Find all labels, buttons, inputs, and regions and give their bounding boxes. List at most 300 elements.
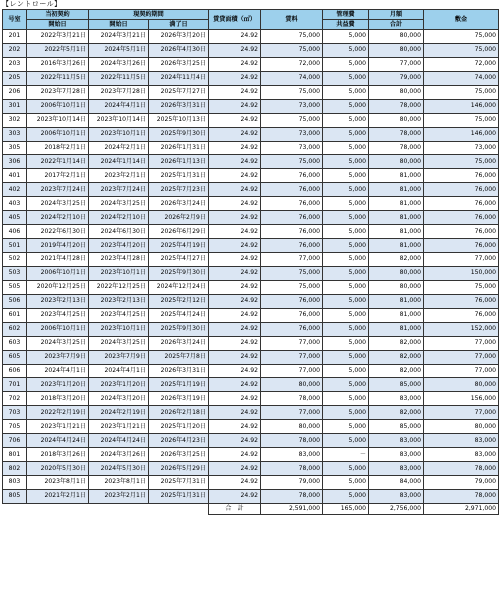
header-initial-start: 開始日 bbox=[27, 20, 89, 30]
cell-period-end: 2026年3月24日 bbox=[149, 336, 209, 350]
cell-monthly-total: 82,000 bbox=[369, 336, 424, 350]
cell-initial-start: 2006年10月1日 bbox=[27, 127, 89, 141]
cell-room: 301 bbox=[3, 99, 27, 113]
cell-room: 201 bbox=[3, 30, 27, 44]
cell-fee: 5,000 bbox=[323, 57, 369, 71]
table-header bbox=[3, 10, 499, 30]
totals-rent: 2,591,000 bbox=[261, 503, 323, 514]
cell-rent: 75,000 bbox=[261, 43, 323, 57]
cell-fee: 5,000 bbox=[323, 113, 369, 127]
cell-rent: 75,000 bbox=[261, 85, 323, 99]
cell-deposit: 75,000 bbox=[424, 43, 499, 57]
cell-deposit: 76,000 bbox=[424, 183, 499, 197]
cell-period-start: 2023年7月24日 bbox=[89, 183, 149, 197]
header-common-fee: 共益費 bbox=[323, 20, 369, 30]
header-area: 賃貸面積（㎡） bbox=[209, 10, 261, 30]
cell-room: 603 bbox=[3, 336, 27, 350]
cell-monthly-total: 78,000 bbox=[369, 127, 424, 141]
cell-rent: 75,000 bbox=[261, 30, 323, 44]
cell-deposit: 83,000 bbox=[424, 448, 499, 462]
cell-initial-start: 2023年2月13日 bbox=[27, 294, 89, 308]
cell-period-start: 2024年5月1日 bbox=[89, 43, 149, 57]
cell-deposit: 76,000 bbox=[424, 308, 499, 322]
cell-fee: － bbox=[323, 448, 369, 462]
cell-initial-start: 2024年4月24日 bbox=[27, 434, 89, 448]
cell-area: 24.92 bbox=[209, 462, 261, 476]
cell-period-start: 2024年6月30日 bbox=[89, 225, 149, 239]
cell-period-start: 2024年2月1日 bbox=[89, 141, 149, 155]
cell-initial-start: 2022年1月14日 bbox=[27, 155, 89, 169]
cell-initial-start: 2017年2月1日 bbox=[27, 169, 89, 183]
cell-deposit: 146,000 bbox=[424, 127, 499, 141]
cell-period-start: 2023年1月20日 bbox=[89, 378, 149, 392]
cell-room: 403 bbox=[3, 197, 27, 211]
cell-rent: 76,000 bbox=[261, 294, 323, 308]
totals-deposit: 2,971,000 bbox=[424, 503, 499, 514]
cell-deposit: 152,000 bbox=[424, 322, 499, 336]
cell-monthly-total: 80,000 bbox=[369, 155, 424, 169]
cell-monthly-total: 82,000 bbox=[369, 350, 424, 364]
cell-monthly-total: 81,000 bbox=[369, 197, 424, 211]
cell-initial-start: 2006年10月1日 bbox=[27, 99, 89, 113]
cell-room: 706 bbox=[3, 434, 27, 448]
cell-area: 24.92 bbox=[209, 85, 261, 99]
cell-fee: 5,000 bbox=[323, 266, 369, 280]
cell-monthly-total: 83,000 bbox=[369, 434, 424, 448]
cell-monthly-total: 82,000 bbox=[369, 253, 424, 267]
cell-fee: 5,000 bbox=[323, 476, 369, 490]
cell-area: 24.92 bbox=[209, 266, 261, 280]
table-row bbox=[3, 308, 499, 322]
cell-deposit: 80,000 bbox=[424, 420, 499, 434]
cell-initial-start: 2023年1月21日 bbox=[27, 420, 89, 434]
cell-initial-start: 2022年2月19日 bbox=[27, 406, 89, 420]
cell-rent: 77,000 bbox=[261, 336, 323, 350]
cell-fee: 5,000 bbox=[323, 30, 369, 44]
cell-period-start: 2023年7月28日 bbox=[89, 85, 149, 99]
cell-period-end: 2025年10月13日 bbox=[149, 113, 209, 127]
cell-area: 24.92 bbox=[209, 30, 261, 44]
cell-fee: 5,000 bbox=[323, 197, 369, 211]
table-footer bbox=[3, 503, 499, 514]
cell-rent: 77,000 bbox=[261, 253, 323, 267]
cell-deposit: 78,000 bbox=[424, 489, 499, 503]
cell-initial-start: 2021年2月1日 bbox=[27, 489, 89, 503]
cell-deposit: 72,000 bbox=[424, 57, 499, 71]
cell-period-start: 2023年2月1日 bbox=[89, 169, 149, 183]
cell-monthly-total: 81,000 bbox=[369, 239, 424, 253]
cell-area: 24.92 bbox=[209, 392, 261, 406]
table-row bbox=[3, 420, 499, 434]
cell-room: 803 bbox=[3, 476, 27, 490]
cell-period-start: 2023年10月1日 bbox=[89, 322, 149, 336]
cell-fee: 5,000 bbox=[323, 99, 369, 113]
cell-initial-start: 2021年4月28日 bbox=[27, 253, 89, 267]
cell-area: 24.92 bbox=[209, 280, 261, 294]
cell-period-end: 2026年2月9日 bbox=[149, 211, 209, 225]
cell-room: 401 bbox=[3, 169, 27, 183]
cell-room: 501 bbox=[3, 239, 27, 253]
cell-rent: 72,000 bbox=[261, 57, 323, 71]
cell-area: 24.92 bbox=[209, 43, 261, 57]
table-row bbox=[3, 462, 499, 476]
cell-period-start: 2024年5月30日 bbox=[89, 462, 149, 476]
cell-period-end: 2025年7月31日 bbox=[149, 476, 209, 490]
cell-period-start: 2024年4月1日 bbox=[89, 99, 149, 113]
table-row bbox=[3, 266, 499, 280]
cell-room: 503 bbox=[3, 266, 27, 280]
cell-period-end: 2025年1月20日 bbox=[149, 420, 209, 434]
table-row bbox=[3, 127, 499, 141]
table-row bbox=[3, 57, 499, 71]
cell-period-start: 2023年10月1日 bbox=[89, 127, 149, 141]
cell-room: 506 bbox=[3, 294, 27, 308]
cell-area: 24.92 bbox=[209, 239, 261, 253]
cell-room: 702 bbox=[3, 392, 27, 406]
cell-initial-start: 2022年5月1日 bbox=[27, 43, 89, 57]
cell-period-end: 2024年11月4日 bbox=[149, 71, 209, 85]
totals-monthly: 2,756,000 bbox=[369, 503, 424, 514]
cell-period-start: 2023年2月13日 bbox=[89, 294, 149, 308]
cell-period-end: 2026年4月23日 bbox=[149, 434, 209, 448]
cell-area: 24.92 bbox=[209, 350, 261, 364]
cell-rent: 78,000 bbox=[261, 392, 323, 406]
table-row bbox=[3, 378, 499, 392]
cell-area: 24.92 bbox=[209, 448, 261, 462]
cell-room: 305 bbox=[3, 141, 27, 155]
cell-deposit: 75,000 bbox=[424, 155, 499, 169]
table-row bbox=[3, 225, 499, 239]
cell-fee: 5,000 bbox=[323, 462, 369, 476]
cell-initial-start: 2022年6月30日 bbox=[27, 225, 89, 239]
cell-deposit: 75,000 bbox=[424, 280, 499, 294]
table-row bbox=[3, 434, 499, 448]
cell-period-end: 2025年9月30日 bbox=[149, 266, 209, 280]
cell-monthly-total: 80,000 bbox=[369, 85, 424, 99]
cell-monthly-total: 77,000 bbox=[369, 57, 424, 71]
cell-deposit: 156,000 bbox=[424, 392, 499, 406]
cell-period-end: 2025年4月27日 bbox=[149, 253, 209, 267]
cell-fee: 5,000 bbox=[323, 336, 369, 350]
cell-deposit: 76,000 bbox=[424, 239, 499, 253]
cell-rent: 77,000 bbox=[261, 350, 323, 364]
cell-fee: 5,000 bbox=[323, 322, 369, 336]
cell-fee: 5,000 bbox=[323, 155, 369, 169]
cell-rent: 78,000 bbox=[261, 434, 323, 448]
cell-rent: 76,000 bbox=[261, 322, 323, 336]
header-monthly: 月額 bbox=[369, 10, 424, 20]
cell-area: 24.92 bbox=[209, 253, 261, 267]
cell-initial-start: 2018年3月20日 bbox=[27, 392, 89, 406]
cell-room: 805 bbox=[3, 489, 27, 503]
cell-monthly-total: 80,000 bbox=[369, 43, 424, 57]
cell-initial-start: 2024年2月10日 bbox=[27, 211, 89, 225]
table-row bbox=[3, 392, 499, 406]
table-row bbox=[3, 476, 499, 490]
cell-deposit: 76,000 bbox=[424, 225, 499, 239]
cell-fee: 5,000 bbox=[323, 239, 369, 253]
cell-initial-start: 2018年2月1日 bbox=[27, 141, 89, 155]
cell-deposit: 77,000 bbox=[424, 350, 499, 364]
cell-area: 24.92 bbox=[209, 113, 261, 127]
table-row bbox=[3, 155, 499, 169]
cell-monthly-total: 85,000 bbox=[369, 420, 424, 434]
cell-period-end: 2026年4月30日 bbox=[149, 43, 209, 57]
totals-row bbox=[3, 503, 499, 514]
cell-fee: 5,000 bbox=[323, 141, 369, 155]
cell-period-start: 2024年3月21日 bbox=[89, 30, 149, 44]
cell-room: 205 bbox=[3, 71, 27, 85]
cell-area: 24.92 bbox=[209, 420, 261, 434]
cell-monthly-total: 80,000 bbox=[369, 280, 424, 294]
cell-rent: 77,000 bbox=[261, 406, 323, 420]
totals-fee: 165,000 bbox=[323, 503, 369, 514]
cell-fee: 5,000 bbox=[323, 127, 369, 141]
cell-period-start: 2023年7月9日 bbox=[89, 350, 149, 364]
cell-initial-start: 2024年3月25日 bbox=[27, 336, 89, 350]
table-row bbox=[3, 30, 499, 44]
cell-deposit: 150,000 bbox=[424, 266, 499, 280]
cell-rent: 75,000 bbox=[261, 113, 323, 127]
cell-room: 606 bbox=[3, 364, 27, 378]
cell-area: 24.92 bbox=[209, 294, 261, 308]
cell-room: 206 bbox=[3, 85, 27, 99]
cell-fee: 5,000 bbox=[323, 420, 369, 434]
table-row bbox=[3, 280, 499, 294]
table-row bbox=[3, 489, 499, 503]
cell-area: 24.92 bbox=[209, 183, 261, 197]
cell-period-end: 2026年3月25日 bbox=[149, 57, 209, 71]
totals-blank bbox=[3, 503, 209, 514]
cell-area: 24.92 bbox=[209, 141, 261, 155]
table-row bbox=[3, 253, 499, 267]
cell-monthly-total: 81,000 bbox=[369, 294, 424, 308]
cell-period-start: 2024年3月20日 bbox=[89, 392, 149, 406]
cell-rent: 73,000 bbox=[261, 141, 323, 155]
cell-period-end: 2026年3月19日 bbox=[149, 392, 209, 406]
header-rent: 賃料 bbox=[261, 10, 323, 30]
cell-period-end: 2025年1月19日 bbox=[149, 378, 209, 392]
cell-period-end: 2026年3月20日 bbox=[149, 30, 209, 44]
cell-monthly-total: 85,000 bbox=[369, 378, 424, 392]
cell-initial-start: 2024年4月1日 bbox=[27, 364, 89, 378]
cell-deposit: 75,000 bbox=[424, 85, 499, 99]
cell-room: 303 bbox=[3, 127, 27, 141]
cell-period-start: 2022年12月25日 bbox=[89, 280, 149, 294]
table-row bbox=[3, 364, 499, 378]
cell-area: 24.92 bbox=[209, 364, 261, 378]
cell-period-start: 2024年3月25日 bbox=[89, 197, 149, 211]
cell-period-start: 2024年3月25日 bbox=[89, 336, 149, 350]
cell-fee: 5,000 bbox=[323, 406, 369, 420]
cell-period-end: 2025年1月31日 bbox=[149, 169, 209, 183]
cell-period-end: 2025年4月24日 bbox=[149, 308, 209, 322]
cell-room: 402 bbox=[3, 183, 27, 197]
cell-period-end: 2026年1月13日 bbox=[149, 155, 209, 169]
cell-deposit: 83,000 bbox=[424, 434, 499, 448]
cell-room: 602 bbox=[3, 322, 27, 336]
cell-room: 505 bbox=[3, 280, 27, 294]
cell-room: 502 bbox=[3, 253, 27, 267]
table-row bbox=[3, 336, 499, 350]
cell-deposit: 76,000 bbox=[424, 197, 499, 211]
cell-period-start: 2023年10月1日 bbox=[89, 266, 149, 280]
cell-area: 24.92 bbox=[209, 406, 261, 420]
cell-initial-start: 2020年5月30日 bbox=[27, 462, 89, 476]
header-room: 号室 bbox=[3, 10, 27, 30]
totals-label: 合 計 bbox=[209, 503, 261, 514]
cell-fee: 5,000 bbox=[323, 434, 369, 448]
cell-period-start: 2023年4月25日 bbox=[89, 308, 149, 322]
table-row bbox=[3, 406, 499, 420]
cell-period-start: 2024年1月14日 bbox=[89, 155, 149, 169]
cell-rent: 75,000 bbox=[261, 280, 323, 294]
cell-deposit: 80,000 bbox=[424, 378, 499, 392]
cell-rent: 80,000 bbox=[261, 420, 323, 434]
cell-fee: 5,000 bbox=[323, 85, 369, 99]
table-row bbox=[3, 211, 499, 225]
cell-room: 202 bbox=[3, 43, 27, 57]
cell-period-end: 2025年1月31日 bbox=[149, 489, 209, 503]
cell-monthly-total: 82,000 bbox=[369, 364, 424, 378]
cell-room: 406 bbox=[3, 225, 27, 239]
cell-deposit: 77,000 bbox=[424, 406, 499, 420]
header-initial-contract: 当初契約 bbox=[27, 10, 89, 20]
cell-fee: 5,000 bbox=[323, 364, 369, 378]
cell-monthly-total: 82,000 bbox=[369, 406, 424, 420]
cell-rent: 77,000 bbox=[261, 364, 323, 378]
cell-room: 802 bbox=[3, 462, 27, 476]
cell-period-end: 2025年4月19日 bbox=[149, 239, 209, 253]
cell-initial-start: 2023年7月28日 bbox=[27, 85, 89, 99]
cell-period-start: 2023年1月21日 bbox=[89, 420, 149, 434]
cell-period-end: 2026年3月24日 bbox=[149, 197, 209, 211]
table-row bbox=[3, 43, 499, 57]
cell-rent: 76,000 bbox=[261, 183, 323, 197]
table-row bbox=[3, 113, 499, 127]
cell-area: 24.92 bbox=[209, 71, 261, 85]
header-management-fee: 管理費 bbox=[323, 10, 369, 20]
cell-monthly-total: 80,000 bbox=[369, 113, 424, 127]
cell-period-start: 2023年2月1日 bbox=[89, 489, 149, 503]
cell-rent: 78,000 bbox=[261, 489, 323, 503]
header-current-period: 現契約期間 bbox=[89, 10, 209, 20]
cell-period-start: 2024年2月19日 bbox=[89, 406, 149, 420]
cell-initial-start: 2024年3月25日 bbox=[27, 197, 89, 211]
cell-area: 24.92 bbox=[209, 336, 261, 350]
cell-rent: 76,000 bbox=[261, 239, 323, 253]
cell-monthly-total: 78,000 bbox=[369, 141, 424, 155]
cell-rent: 83,000 bbox=[261, 448, 323, 462]
cell-fee: 5,000 bbox=[323, 43, 369, 57]
cell-initial-start: 2022年3月21日 bbox=[27, 30, 89, 44]
cell-initial-start: 2022年11月5日 bbox=[27, 71, 89, 85]
header-monthly-total: 合計 bbox=[369, 20, 424, 30]
cell-monthly-total: 81,000 bbox=[369, 169, 424, 183]
table-row bbox=[3, 183, 499, 197]
cell-area: 24.92 bbox=[209, 476, 261, 490]
cell-area: 24.92 bbox=[209, 211, 261, 225]
cell-deposit: 73,000 bbox=[424, 141, 499, 155]
table-row bbox=[3, 169, 499, 183]
cell-room: 703 bbox=[3, 406, 27, 420]
cell-fee: 5,000 bbox=[323, 378, 369, 392]
rent-roll-table bbox=[2, 9, 499, 515]
cell-period-start: 2022年11月5日 bbox=[89, 71, 149, 85]
cell-initial-start: 2023年1月20日 bbox=[27, 378, 89, 392]
cell-period-start: 2023年4月20日 bbox=[89, 239, 149, 253]
cell-area: 24.92 bbox=[209, 197, 261, 211]
cell-room: 705 bbox=[3, 420, 27, 434]
cell-monthly-total: 81,000 bbox=[369, 225, 424, 239]
cell-period-start: 2024年2月10日 bbox=[89, 211, 149, 225]
cell-fee: 5,000 bbox=[323, 225, 369, 239]
cell-initial-start: 2020年12月25日 bbox=[27, 280, 89, 294]
cell-rent: 76,000 bbox=[261, 308, 323, 322]
cell-deposit: 79,000 bbox=[424, 476, 499, 490]
cell-rent: 80,000 bbox=[261, 378, 323, 392]
cell-deposit: 146,000 bbox=[424, 99, 499, 113]
cell-period-end: 2024年12月24日 bbox=[149, 280, 209, 294]
cell-period-end: 2025年7月23日 bbox=[149, 183, 209, 197]
cell-deposit: 76,000 bbox=[424, 294, 499, 308]
cell-area: 24.92 bbox=[209, 434, 261, 448]
cell-period-end: 2025年9月30日 bbox=[149, 127, 209, 141]
cell-rent: 76,000 bbox=[261, 211, 323, 225]
cell-fee: 5,000 bbox=[323, 392, 369, 406]
cell-monthly-total: 83,000 bbox=[369, 392, 424, 406]
cell-deposit: 74,000 bbox=[424, 71, 499, 85]
cell-deposit: 76,000 bbox=[424, 169, 499, 183]
cell-area: 24.92 bbox=[209, 169, 261, 183]
cell-monthly-total: 80,000 bbox=[369, 266, 424, 280]
cell-period-end: 2026年2月18日 bbox=[149, 406, 209, 420]
cell-monthly-total: 80,000 bbox=[369, 30, 424, 44]
cell-deposit: 75,000 bbox=[424, 30, 499, 44]
cell-monthly-total: 81,000 bbox=[369, 308, 424, 322]
cell-fee: 5,000 bbox=[323, 253, 369, 267]
cell-period-start: 2023年8月1日 bbox=[89, 476, 149, 490]
cell-fee: 5,000 bbox=[323, 169, 369, 183]
cell-period-start: 2023年10月14日 bbox=[89, 113, 149, 127]
cell-monthly-total: 81,000 bbox=[369, 211, 424, 225]
cell-initial-start: 2018年3月26日 bbox=[27, 448, 89, 462]
cell-room: 605 bbox=[3, 350, 27, 364]
cell-monthly-total: 79,000 bbox=[369, 71, 424, 85]
cell-fee: 5,000 bbox=[323, 489, 369, 503]
cell-area: 24.92 bbox=[209, 308, 261, 322]
cell-period-end: 2026年1月31日 bbox=[149, 141, 209, 155]
cell-room: 306 bbox=[3, 155, 27, 169]
cell-period-end: 2025年9月30日 bbox=[149, 322, 209, 336]
cell-initial-start: 2016年3月26日 bbox=[27, 57, 89, 71]
cell-fee: 5,000 bbox=[323, 308, 369, 322]
cell-initial-start: 2023年7月9日 bbox=[27, 350, 89, 364]
cell-rent: 74,000 bbox=[261, 71, 323, 85]
cell-rent: 73,000 bbox=[261, 127, 323, 141]
cell-area: 24.92 bbox=[209, 489, 261, 503]
cell-period-start: 2023年4月28日 bbox=[89, 253, 149, 267]
cell-monthly-total: 83,000 bbox=[369, 448, 424, 462]
cell-period-end: 2026年3月25日 bbox=[149, 448, 209, 462]
cell-area: 24.92 bbox=[209, 322, 261, 336]
cell-rent: 75,000 bbox=[261, 266, 323, 280]
cell-deposit: 78,000 bbox=[424, 462, 499, 476]
table-row bbox=[3, 197, 499, 211]
cell-fee: 5,000 bbox=[323, 71, 369, 85]
cell-rent: 73,000 bbox=[261, 99, 323, 113]
cell-deposit: 76,000 bbox=[424, 211, 499, 225]
